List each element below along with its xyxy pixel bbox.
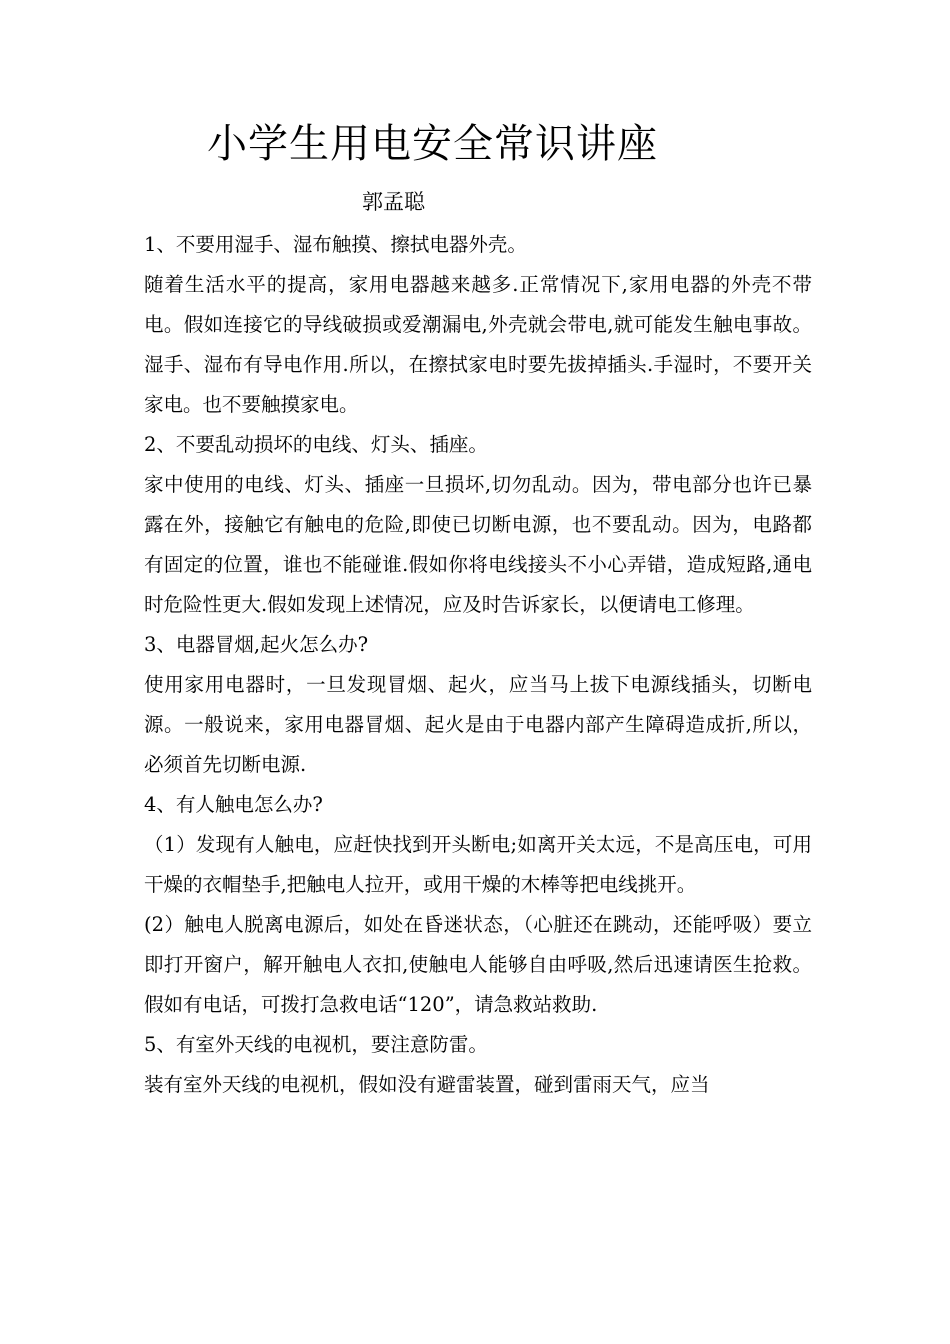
document-body	[144, 225, 812, 1105]
section-paragraph-5: 装有室外天线的电视机，假如没有避雷装置，碰到雷雨天气，应当	[144, 1073, 710, 1096]
section-paragraph-1: 随着生活水平的提高，家用电器越来越多.正常情况下,家用电器的外壳不带电。假如连接它的导线破损或爱潮漏电,外壳就会带电,就可能发生触电事故。湿手、湿布有导电作用.所以，在擦拭家电时要先拔掉插头.手湿时，不要开关家电。也不要触摸家电。	[144, 273, 812, 416]
section-heading-1: 1、不要用湿手、湿布触摸、擦拭电器外壳。	[144, 233, 527, 256]
section-heading-4: 4、有人触电怎么办?	[144, 793, 323, 816]
section-paragraph-4b: (2）触电人脱离电源后，如处在昏迷状态，（心脏还在跳动，还能呼吸）要立即打开窗户，解开触电人衣扣,使触电人能够自由呼吸,然后迅速请医生抢救。假如有电话，可拨打急救电话“120”，请急救站救助.	[144, 913, 812, 1016]
section-paragraph-4a: （1）发现有人触电，应赶快找到开头断电;如离开关太远，不是高压电，可用干燥的衣帽垫手,把触电人拉开，或用干燥的木棒等把电线挑开。	[144, 833, 812, 896]
document-title: 小学生用电安全常识讲座	[207, 121, 658, 167]
section-heading-3: 3、电器冒烟,起火怎么办?	[144, 633, 369, 656]
section-heading-5: 5、有室外天线的电视机，要注意防雷。	[144, 1033, 488, 1056]
section-paragraph-3: 使用家用电器时，一旦发现冒烟、起火，应当马上拔下电源线插头，切断电源。一般说来，家用电器冒烟、起火是由于电器内部产生障碍造成折,所以，必须首先切断电源.	[144, 673, 812, 776]
author-name: 郭孟聪	[362, 190, 425, 214]
section-heading-2: 2、不要乱动损坏的电线、灯头、插座。	[144, 433, 488, 456]
section-paragraph-2: 家中使用的电线、灯头、插座一旦损坏,切勿乱动。因为，带电部分也许已暴露在外，接触它有触电的危险,即使已切断电源，也不要乱动。因为，电路都有固定的位置，谁也不能碰谁.假如你将电线接头不小心弄错，造成短路,通电时危险性更大.假如发现上述情况，应及时告诉家长，以便请电工修理。	[144, 473, 812, 616]
